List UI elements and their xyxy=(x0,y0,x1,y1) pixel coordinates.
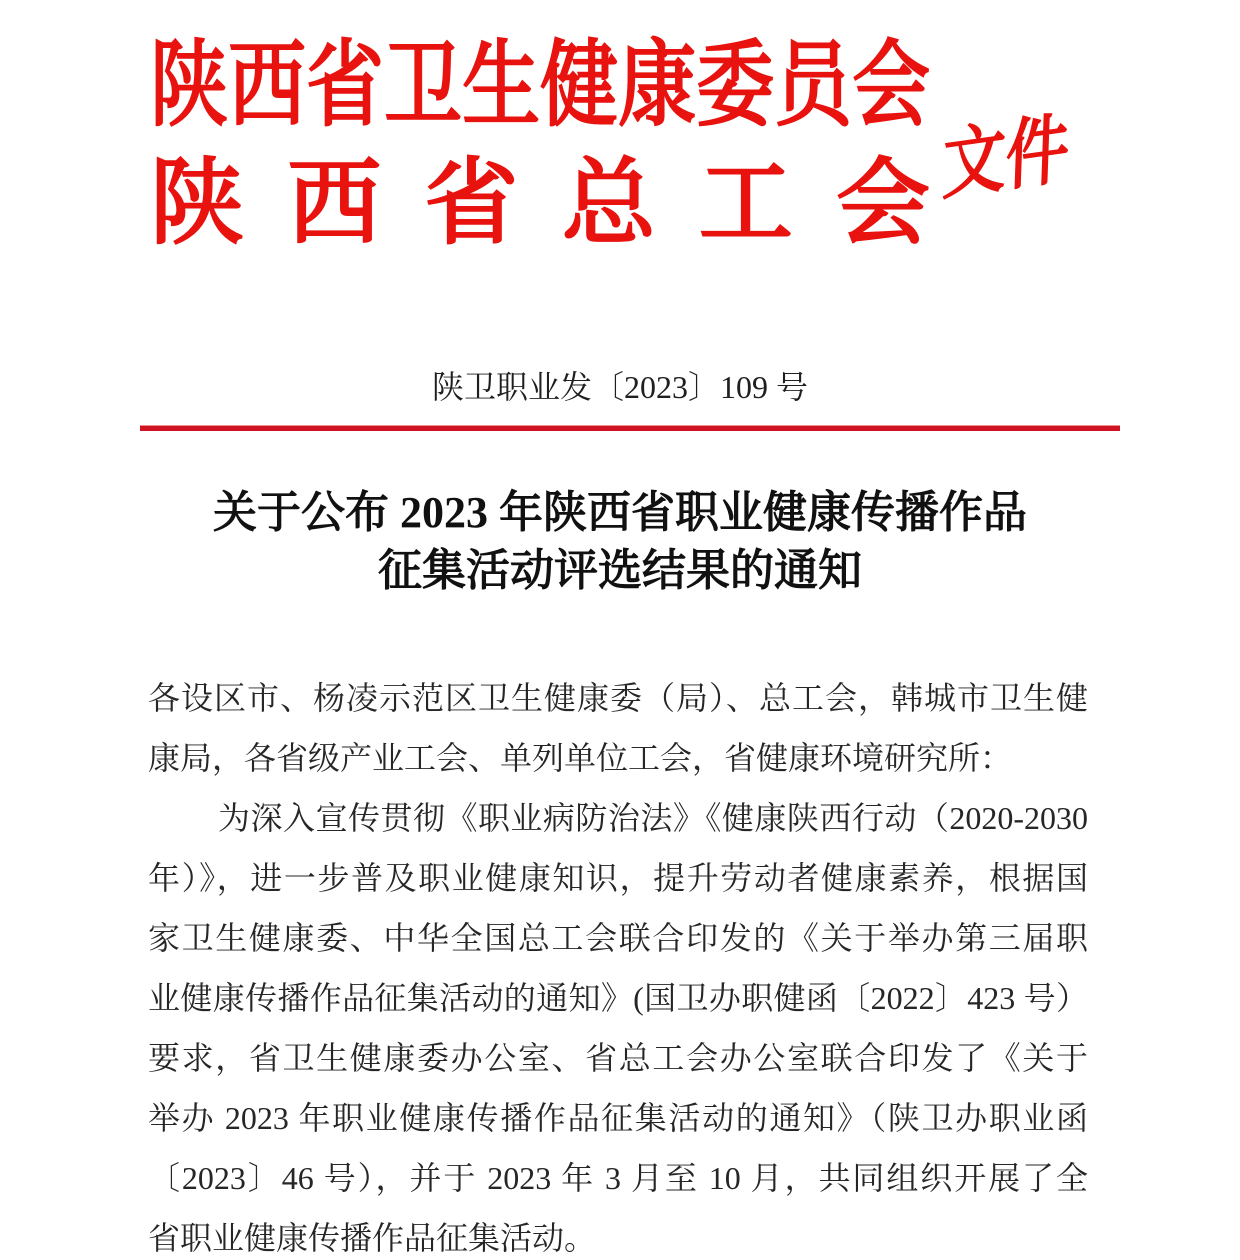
reference-number: 陕卫职业发〔2023〕109 号 xyxy=(431,369,808,405)
body-line: 省职业健康传播作品征集活动。 xyxy=(148,1220,597,1256)
letterhead-char: 陕 xyxy=(150,152,245,256)
letterhead-char: 总 xyxy=(561,152,656,256)
body-line: 业健康传播作品征集活动的通知》(国卫办职健函〔2022〕423 号） xyxy=(148,980,1088,1016)
body-line: 〔2023〕46 号），并于 2023 年 3 月至 10 月，共同组织开展了全 xyxy=(148,1160,1088,1196)
letterhead-char: 会 xyxy=(835,152,930,256)
letterhead-document-label: 文件 xyxy=(941,106,1071,210)
letterhead-char: 工 xyxy=(698,152,793,256)
body-line: 举办 2023 年职业健康传播作品征集活动的通知》（陕卫办职业函 xyxy=(148,1100,1088,1136)
body-line: 为深入宣传贯彻《职业病防治法》《健康陕西行动（2020-2030 xyxy=(218,800,1088,836)
document-title xyxy=(0,484,1240,600)
letterhead-char: 西 xyxy=(287,152,382,256)
document-title-line2: 征集活动评选结果的通知 xyxy=(378,546,862,595)
document-body xyxy=(148,668,1088,1260)
document-title-line1: 关于公布 2023 年陕西省职业健康传播作品 xyxy=(213,488,1027,537)
body-line: 各设区市、杨凌示范区卫生健康委（局）、总工会，韩城市卫生健 xyxy=(148,680,1088,716)
body-line: 要求，省卫生健康委办公室、省总工会办公室联合印发了《关于 xyxy=(148,1040,1088,1076)
letterhead-agency-line2 xyxy=(150,154,930,256)
body-line: 年）》，进一步普及职业健康知识，提升劳动者健康素养，根据国 xyxy=(148,860,1088,896)
letterhead-char: 省 xyxy=(424,152,519,256)
body-line: 康局，各省级产业工会、单列单位工会，省健康环境研究所： xyxy=(148,740,1013,776)
red-divider-line xyxy=(140,425,1120,431)
letterhead-agency-line1: 陕西省卫生健康委员会 xyxy=(150,34,931,138)
body-line: 家卫生健康委、中华全国总工会联合印发的《关于举办第三届职 xyxy=(148,920,1088,956)
